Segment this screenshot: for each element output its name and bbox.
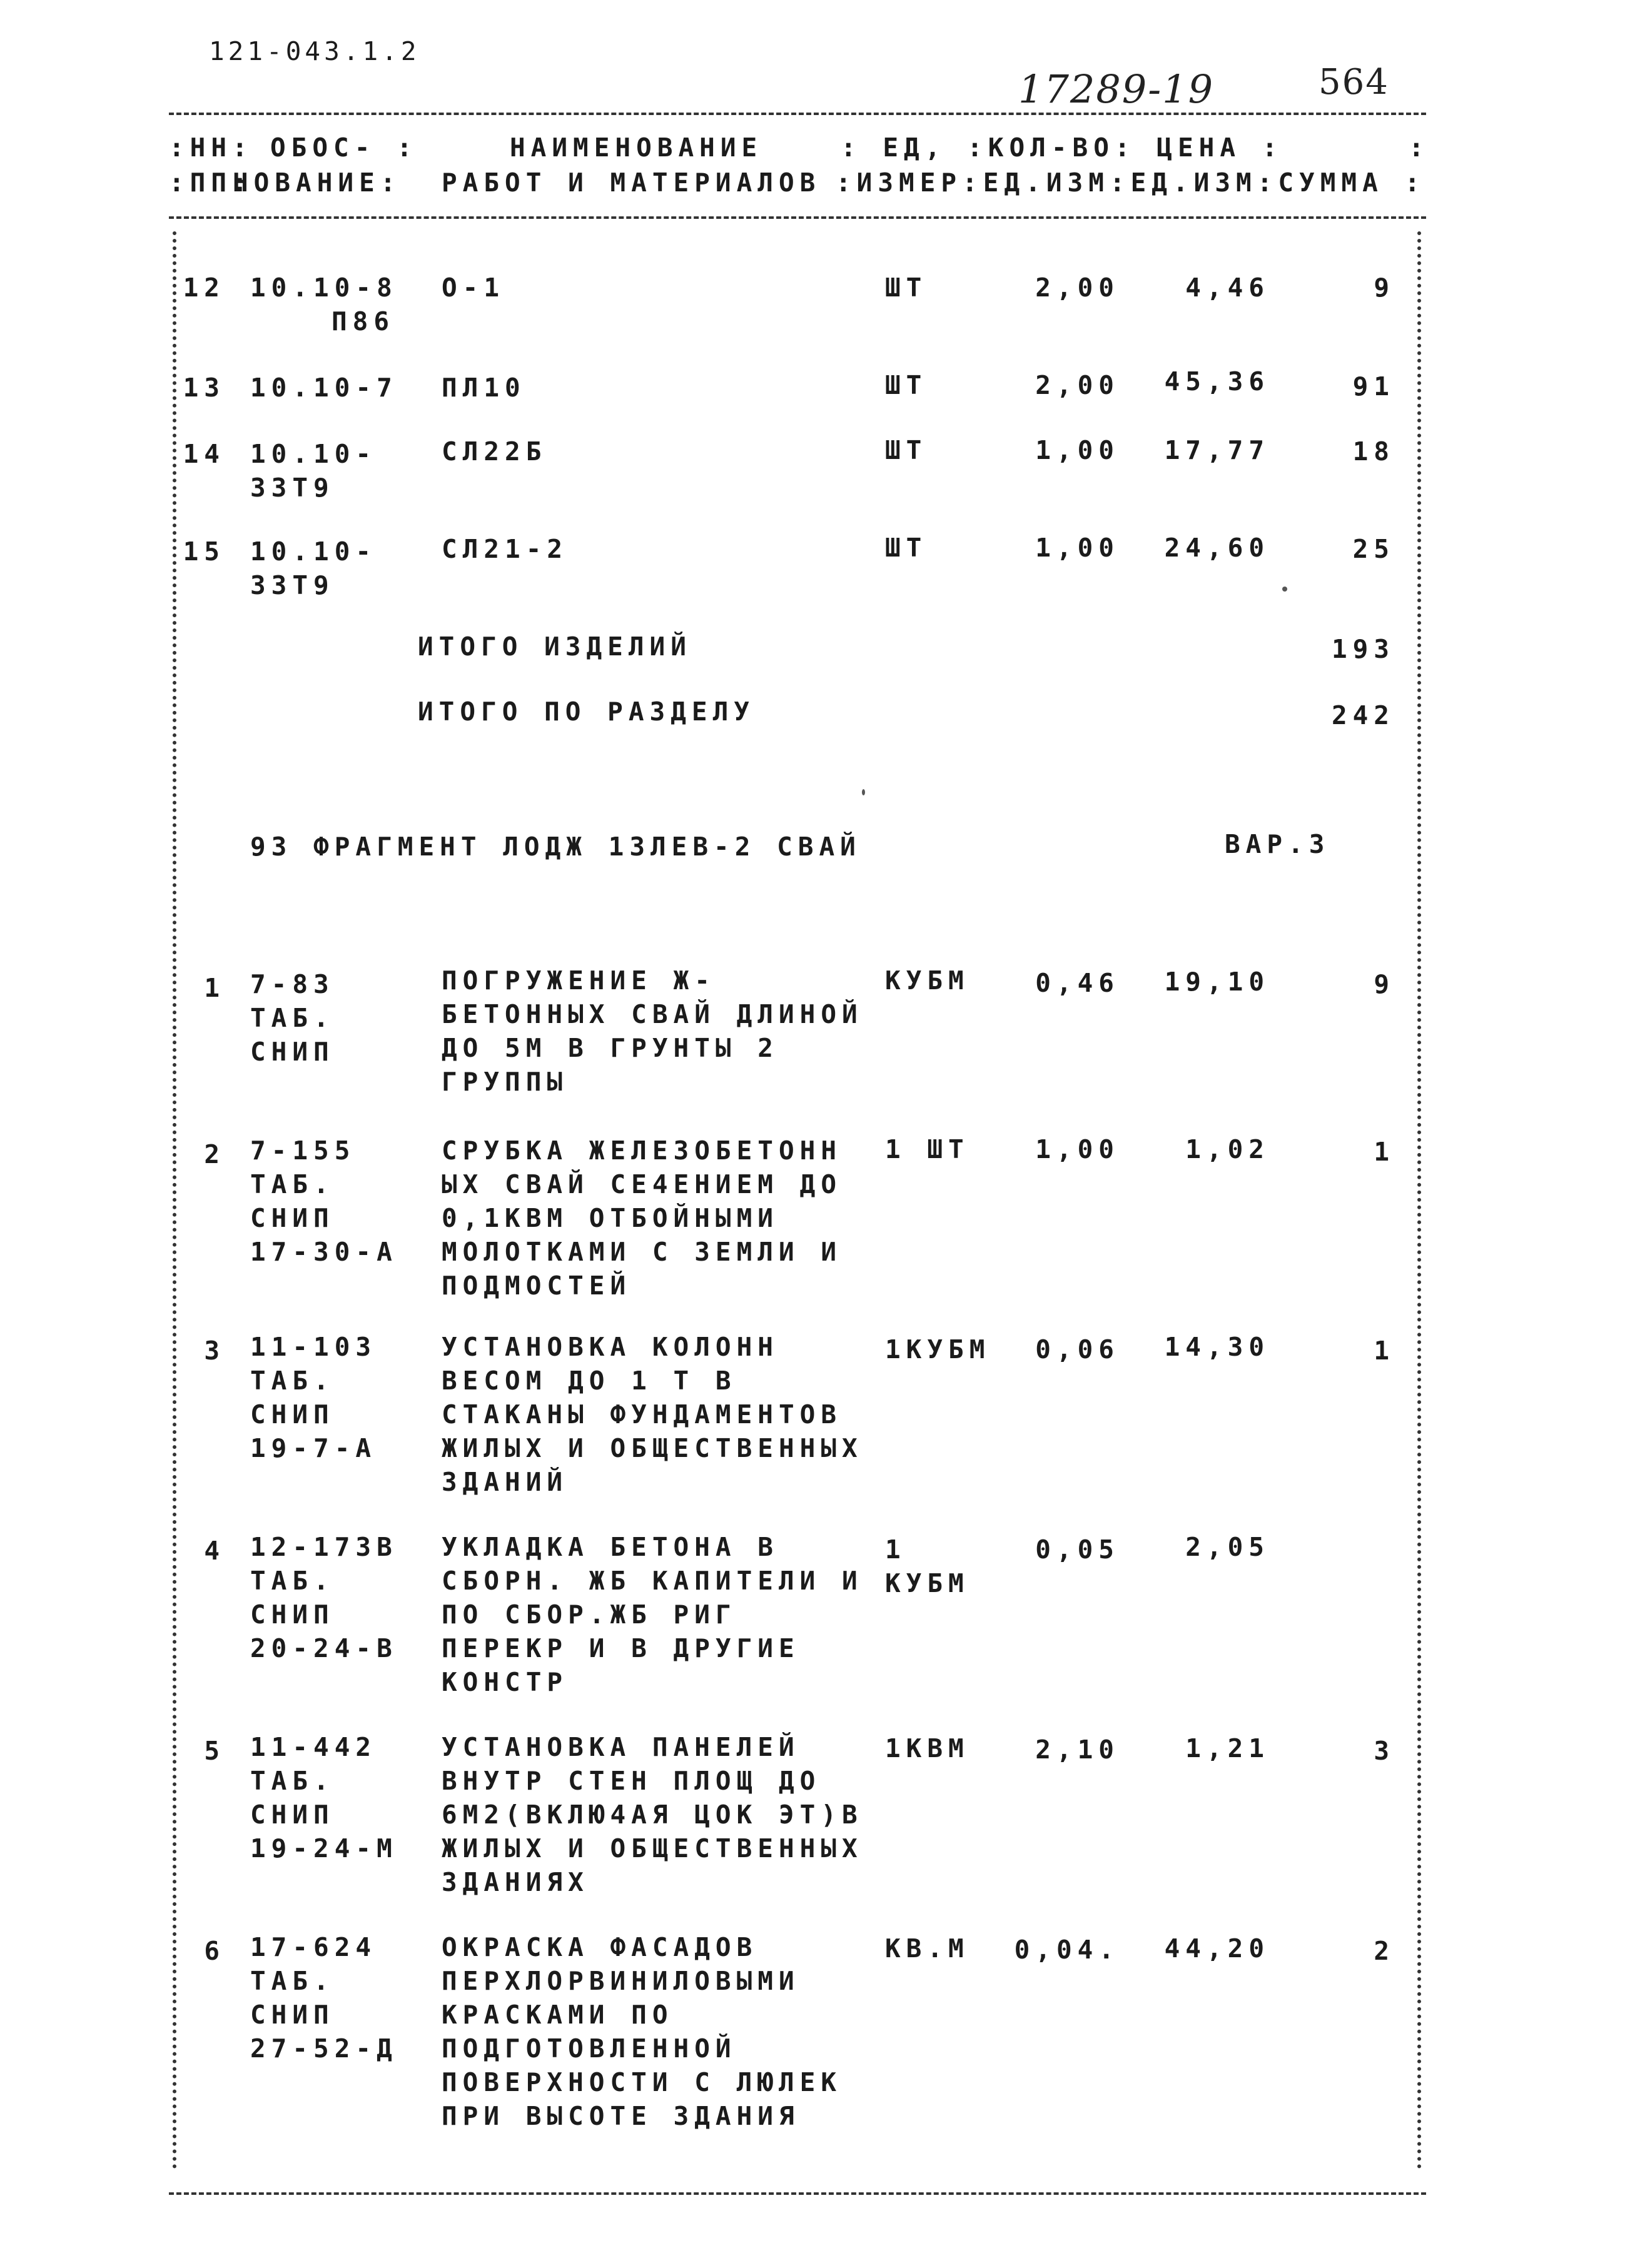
row-name: ВЕСОМ ДО 1 Т В xyxy=(442,1366,737,1396)
row-qty: 0,46 xyxy=(1035,968,1120,998)
row-code: 20-24-В xyxy=(250,1633,398,1663)
top-border xyxy=(169,113,1426,115)
row-code: ТАБ. xyxy=(250,1566,335,1596)
row-name: СРУБКА ЖЕЛЕЗОБЕТОНН xyxy=(442,1136,842,1166)
row-code: ТАБ. xyxy=(250,1003,335,1033)
row-unit: КУБМ xyxy=(885,965,969,995)
row-name: КОНСТР xyxy=(442,1667,569,1697)
row-name: ПРИ ВЫСОТЕ ЗДАНИЯ xyxy=(442,2101,800,2131)
bottom-border xyxy=(169,2192,1426,2195)
row-qty: 1,00 xyxy=(1035,533,1120,563)
row-code: СНИП xyxy=(250,1399,335,1429)
row-name: ПОВЕРХНОСТИ С ЛЮЛЕК xyxy=(442,2067,842,2097)
row-name: ГРУППЫ xyxy=(442,1067,569,1097)
row-code: ТАБ. xyxy=(250,1966,335,1996)
row-sum: 1 xyxy=(1374,1137,1395,1167)
row-name: ЗДАНИЯХ xyxy=(442,1867,589,1897)
row-name: ПЕРЕКР И В ДРУГИЕ xyxy=(442,1633,800,1663)
row-sum: 18 xyxy=(1352,436,1395,466)
row-name: КРАСКАМИ ПО xyxy=(442,2000,674,2030)
row-code: СНИП xyxy=(250,1800,335,1830)
row-price: 14,30 xyxy=(1164,1332,1270,1362)
row-unit: ШТ xyxy=(885,435,928,465)
row-name: ПОДМОСТЕЙ xyxy=(442,1271,632,1301)
row-name: УСТАНОВКА КОЛОНН xyxy=(442,1332,779,1362)
handwritten-number: 17289-19 xyxy=(1018,66,1215,112)
header-col-name-1: НАИМЕНОВАНИЕ xyxy=(510,133,763,163)
row-code: 10.10-8 xyxy=(250,273,398,303)
row-price: 1,21 xyxy=(1185,1733,1270,1763)
row-price: 17,77 xyxy=(1164,435,1270,465)
row-unit: ШТ xyxy=(885,370,928,400)
row-qty: 1,00 xyxy=(1035,435,1120,465)
left-border xyxy=(173,231,176,2170)
row-code: 33Т9 xyxy=(250,570,335,600)
row-code: 27-52-Д xyxy=(250,2034,398,2064)
header-row1-end: : xyxy=(1409,133,1430,163)
row-name: УСТАНОВКА ПАНЕЛЕЙ xyxy=(442,1732,800,1762)
total-value: 193 xyxy=(1331,634,1395,664)
row-unit: 1КВМ xyxy=(885,1733,969,1763)
row-name: СТАКАНЫ ФУНДАМЕНТОВ xyxy=(442,1399,842,1429)
row-code: СНИП xyxy=(250,1600,335,1630)
row-sum: 1 xyxy=(1374,1336,1395,1366)
row-name: ПЕРХЛОРВИНИЛОВЫМИ xyxy=(442,1966,800,1996)
row-name: СЛ22Б xyxy=(442,436,547,466)
row-qty: 1,00 xyxy=(1035,1134,1120,1164)
row-code: 12-173В xyxy=(250,1532,398,1562)
row-name: ПО СБОР.ЖБ РИГ xyxy=(442,1600,737,1630)
row-code: 7-83 xyxy=(250,969,335,999)
row-code: 7-155 xyxy=(250,1136,356,1166)
header-col-num-1: :НН: xyxy=(169,133,253,163)
row-code: 10.10- xyxy=(250,439,377,469)
row-qty: 0,05 xyxy=(1035,1535,1120,1565)
row-unit: ШТ xyxy=(885,533,928,563)
row-qty: 0,06 xyxy=(1035,1334,1120,1364)
row-number: 2 xyxy=(204,1139,225,1169)
header-col-units-2: :ИЗМЕР:ЕД.ИЗМ:ЕД.ИЗМ:СУММА : xyxy=(836,168,1426,198)
header-col-basis-2: НОВАНИЕ: xyxy=(233,168,402,198)
ink-speck xyxy=(1282,587,1287,592)
row-code: 10.10- xyxy=(250,537,377,567)
right-border xyxy=(1417,231,1421,2170)
row-unit: 1 ШТ xyxy=(885,1134,969,1164)
row-name: БЕТОННЫХ СВАЙ ДЛИНОЙ xyxy=(442,999,863,1029)
row-price: 24,60 xyxy=(1164,533,1270,563)
row-name: ПЛ10 xyxy=(442,373,526,403)
row-name: ЗДАНИЙ xyxy=(442,1467,569,1497)
header-col-name-2: РАБОТ И МАТЕРИАЛОВ xyxy=(442,168,821,198)
row-number: 1 xyxy=(204,973,225,1003)
row-code: СНИП xyxy=(250,1203,335,1233)
row-number: 14 xyxy=(183,439,225,469)
section-title: 93 ФРАГМЕНТ ЛОДЖ 13ЛЕВ-2 СВАЙ xyxy=(250,832,861,862)
row-number: 4 xyxy=(204,1536,225,1566)
row-code: 17-30-А xyxy=(250,1237,398,1267)
row-name: 6М2(ВКЛЮ4АЯ ЦОК ЭТ)В xyxy=(442,1800,863,1830)
row-code: 11-103 xyxy=(250,1332,377,1362)
row-price: 1,02 xyxy=(1185,1134,1270,1164)
header-col-basis-1: ОБОС- : xyxy=(270,133,418,163)
row-unit: ШТ xyxy=(885,273,928,303)
header-separator xyxy=(169,216,1426,219)
row-code: П86 xyxy=(332,306,395,336)
row-name: ЫХ СВАЙ СЕ4ЕНИЕМ ДО xyxy=(442,1169,842,1199)
total-value: 242 xyxy=(1331,700,1395,730)
row-sum: 2 xyxy=(1374,1936,1395,1966)
row-price: 19,10 xyxy=(1164,967,1270,997)
row-code: 33Т9 xyxy=(250,473,335,503)
row-code: 19-7-А xyxy=(250,1433,377,1463)
row-qty: 2,10 xyxy=(1035,1735,1120,1765)
section-variant: ВАР.3 xyxy=(1225,829,1330,859)
total-label: ИТОГО ПО РАЗДЕЛУ xyxy=(418,697,755,727)
row-unit: 1 xyxy=(885,1535,906,1565)
total-label: ИТОГО ИЗДЕЛИЙ xyxy=(418,632,692,662)
row-name: ПОДГОТОВЛЕННОЙ xyxy=(442,2034,737,2064)
row-name: ПОГРУЖЕНИЕ Ж- xyxy=(442,965,716,995)
row-number: 5 xyxy=(204,1736,225,1766)
row-unit: 1КУБМ xyxy=(885,1334,991,1364)
handwritten-page-number: 564 xyxy=(1319,62,1389,103)
row-code: СНИП xyxy=(250,1037,335,1067)
row-number: 15 xyxy=(183,537,225,567)
header-col-num-2: :ПП: xyxy=(169,168,253,198)
row-number: 3 xyxy=(204,1336,225,1366)
row-name: ДО 5М В ГРУНТЫ 2 xyxy=(442,1033,779,1063)
row-number: 13 xyxy=(183,373,225,403)
row-name: ЖИЛЫХ И ОБЩЕСТВЕННЫХ xyxy=(442,1433,863,1463)
row-qty: 2,00 xyxy=(1035,370,1120,400)
row-price: 4,46 xyxy=(1185,273,1270,303)
row-sum: 9 xyxy=(1374,273,1395,303)
row-name: ЖИЛЫХ И ОБЩЕСТВЕННЫХ xyxy=(442,1833,863,1863)
row-code: 11-442 xyxy=(250,1732,377,1762)
row-price: 44,20 xyxy=(1164,1933,1270,1963)
row-qty: 2,00 xyxy=(1035,273,1120,303)
row-qty: 0,04. xyxy=(1014,1935,1120,1965)
row-sum: 3 xyxy=(1374,1736,1395,1766)
document-code: 121-043.1.2 xyxy=(209,36,420,66)
row-unit: КВ.М xyxy=(885,1933,969,1963)
row-code: ТАБ. xyxy=(250,1766,335,1796)
row-code: ТАБ. xyxy=(250,1366,335,1396)
row-price: 45,36 xyxy=(1164,366,1270,396)
row-name: О-1 xyxy=(442,273,505,303)
row-name: УКЛАДКА БЕТОНА В xyxy=(442,1532,779,1562)
row-name: СЛ21-2 xyxy=(442,534,569,564)
row-number: 6 xyxy=(204,1936,225,1966)
row-price: 2,05 xyxy=(1185,1532,1270,1562)
row-name: СБОРН. ЖБ КАПИТЕЛИ И xyxy=(442,1566,863,1596)
row-code: 19-24-М xyxy=(250,1833,398,1863)
row-unit: КУБМ xyxy=(885,1568,969,1598)
header-col-units-1: : ЕД, :КОЛ-ВО: ЦЕНА : xyxy=(841,133,1283,163)
row-code: 10.10-7 xyxy=(250,373,398,403)
row-number: 12 xyxy=(183,273,225,303)
row-sum: 25 xyxy=(1352,534,1395,564)
row-code: 17-624 xyxy=(250,1932,377,1962)
row-name: МОЛОТКАМИ С ЗЕМЛИ И xyxy=(442,1237,842,1267)
row-sum: 91 xyxy=(1352,371,1395,401)
row-name: 0,1КВМ ОТБОЙНЫМИ xyxy=(442,1203,779,1233)
ink-speck xyxy=(862,789,865,795)
row-name: ОКРАСКА ФАСАДОВ xyxy=(442,1932,758,1962)
row-name: ВНУТР СТЕН ПЛОЩ ДО xyxy=(442,1766,821,1796)
row-code: ТАБ. xyxy=(250,1169,335,1199)
row-code: СНИП xyxy=(250,2000,335,2030)
row-sum: 9 xyxy=(1374,969,1395,999)
